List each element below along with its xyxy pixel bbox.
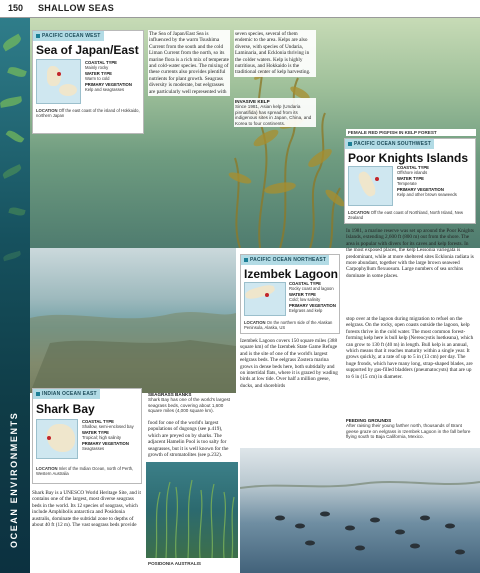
water-type-value: Warm to cold: [85, 76, 110, 81]
feeding-grounds-caption: [346, 418, 474, 440]
coastal-type-label: COASTAL TYPE: [85, 60, 117, 65]
location-marker-icon: [265, 293, 269, 297]
location-label: LOCATION: [36, 108, 58, 113]
location-label: LOCATION: [36, 466, 58, 471]
region-tag-label: PACIFIC OCEAN NORTHEAST: [250, 257, 327, 263]
location-marker-icon: [375, 177, 379, 181]
card-title: Izembek Lagoon: [244, 267, 339, 281]
coastal-type-label: COASTAL TYPE: [82, 419, 114, 424]
location-value: Off the east coast of the island of Hokkaido, northern Japan: [36, 108, 140, 118]
invasive-kelp-caption: [234, 98, 316, 127]
region-tag-label: INDIAN OCEAN EAST: [42, 391, 97, 397]
location-value: Inlet of the Indian Ocean, north of Perth, Western Australia: [36, 466, 134, 476]
vegetation-label: PRIMARY VEGETATION: [397, 187, 444, 192]
region-map: [36, 59, 81, 104]
water-type-label: WATER TYPE: [82, 430, 109, 435]
card-title: Shark Bay: [36, 402, 95, 416]
posidonia-photo: [146, 462, 238, 558]
region-map: [244, 282, 286, 316]
page-header: [0, 0, 480, 18]
square-icon: [36, 392, 40, 396]
coastal-type-value: Mainly rocky: [85, 65, 109, 70]
feeding-text: After raising their young farther north, thousands of Brant geese graze on eelgrass in Izembek Lagoon in the fall before flying south to Baja California, Mexico.: [346, 423, 471, 440]
card-title: Poor Knights Islands: [348, 151, 469, 165]
water-type-value: Tropical; high salinity: [82, 435, 121, 440]
section-title: SHALLOW SEAS: [38, 3, 115, 13]
location-text: [244, 320, 338, 330]
posidonia-caption: POSIDONIA AUSTRALIS: [148, 561, 202, 566]
location-marker-icon: [47, 436, 51, 440]
water-type-label: WATER TYPE: [289, 292, 316, 297]
feeding-label: FEEDING GROUNDS: [346, 418, 392, 423]
izembek-body-text-2: stop over at the lagoon during migration to refuel on the eelgrass. On the rocky, open coasts outside the lagoon, kelp forests thrive in the cold water. The most common forest-forming kelp here is bull kelp (Nereocystis luetkeana), which can grow to 130 ft (40 m) in length. Bull kelp is an annual, which means that it reaches maturity within a single year. It grows quickly, at a rate of up to 5 in (13 cm) per day. The huge fronds, which have many long, strap-shaped blades, are supported by gas-filled bladders (pneumatocysts) that are up to 6 in (15 cm) in diameter.: [346, 316, 474, 380]
location-text: [348, 210, 472, 220]
shark-bay-body-text-2: food for one of the world's largest populations of dugongs (see p.419), which are preyed on by sharks. The adjacent Hamelin Pool is too salty for seagrasses, but it is well known for the growth of stromatolites (see p.232).: [148, 420, 229, 459]
coastal-type-label: COASTAL TYPE: [397, 165, 429, 170]
card-poor-knights: [344, 138, 476, 224]
fact-list: [85, 60, 141, 93]
coastal-type-label: COASTAL TYPE: [289, 281, 321, 286]
region-tag: [241, 255, 329, 265]
vegetation-value: Kelp and other brown seaweeds: [397, 192, 457, 197]
region-map: [36, 419, 78, 459]
vegetation-value: Eelgrass and kelp: [289, 308, 323, 313]
card-title: Sea of Japan/East: [36, 43, 139, 57]
invasive-label: INVASIVE KELP: [235, 99, 270, 104]
seagrass-label: SEAGRASS BANKS: [148, 392, 192, 397]
region-tag: [33, 31, 104, 41]
coastal-type-value: Rocky coast and lagoon: [289, 286, 334, 291]
fact-list: [397, 165, 473, 198]
location-text: [36, 466, 140, 476]
region-tag-label: PACIFIC OCEAN WEST: [42, 33, 101, 39]
invasive-text: Since 1981, Asian kelp (Undaria pinnatifida) has spread from its indigenous sites in Japan, China, and Korea to four continents.: [235, 104, 312, 126]
shark-bay-body-text: Shark Bay is a UNESCO World Heritage Site, and it contains one of the largest, most diverse seagrass beds in the world. Its 12 species of seagrass, which include Amphibolis antarctica and Posidonia australis, dominate the subtidal zone to depths of about 40 ft (12 m). The vast seagrass beds provide: [32, 490, 141, 529]
brant-geese-photo: [240, 448, 480, 573]
vegetation-value: Kelp and seagrasses: [85, 87, 125, 92]
izembek-body-text: Izembek Lagoon covers 150 square miles (388 square km) of the Izembek State Game Refuge and is the site of one of the world's largest eelgrass beds. The eelgrass Zostera marina grows in dense beds here, both subtidally and on intertidal flats, where it is grazed by wading birds at low tide. Over half a million geese, ducks, and shorebirds: [240, 338, 338, 389]
page-number: 150: [8, 3, 24, 13]
spine-label: OCEAN ENVIRONMENTS: [9, 411, 19, 548]
card-sea-of-japan: [32, 30, 144, 134]
region-map: [348, 166, 393, 206]
water-type-label: WATER TYPE: [397, 176, 424, 181]
region-tag: [33, 389, 100, 399]
card-shark-bay: [32, 388, 142, 484]
card-izembek: [240, 254, 340, 334]
coastal-type-value: Shallow, semi-enclosed bay: [82, 424, 134, 429]
location-value: Off the east coast of Northland, North Island, New Zealand: [348, 210, 464, 220]
water-type-value: Cold; low salinity: [289, 297, 321, 302]
fact-list: [289, 281, 337, 314]
square-icon: [36, 34, 40, 38]
coastal-type-value: Offshore islands: [397, 170, 428, 175]
poor-knights-body-text: In 1981, a marine reserve was set up around the Poor Knights Islands, extending 2,600 ft (800 m) out from the shore. The area is popular with divers for its caves and kelp forests. In the most exposed places, the kelp Lessonia variegata is predominant, while at more sheltered sites Ecklonia radiata is more abundant, together with the large brown seaweed Carpophyllum flexuosum. Large numbers of sea urchins dominate in some places.: [346, 228, 474, 279]
water-type-value: Temperate: [397, 181, 417, 186]
location-label: LOCATION: [244, 320, 266, 325]
vegetation-value: Seagrasses: [82, 446, 105, 451]
location-label: LOCATION: [348, 210, 370, 215]
vegetation-label: PRIMARY VEGETATION: [289, 303, 336, 308]
fish-caption: FEMALE RED PIGFISH IN KELP FOREST: [346, 129, 476, 136]
square-icon: [244, 258, 248, 262]
vegetation-label: PRIMARY VEGETATION: [85, 82, 132, 87]
fact-list: [82, 419, 140, 452]
location-text: [36, 108, 140, 118]
seagrass-banks-caption: [148, 392, 234, 414]
japan-body-text-2: seven species, several of them endemic to the area. Kelps are also diverse, with species of Undaria, Laminaria, and Ecklonia thriving in the colder waters. Kelp is highly nutritious, and Hokkaido is the traditional center of kelp harvesting.: [234, 30, 316, 77]
square-icon: [348, 142, 352, 146]
vegetation-label: PRIMARY VEGETATION: [82, 441, 129, 446]
region-tag-label: PACIFIC OCEAN SOUTHWEST: [354, 141, 432, 147]
location-marker-icon: [57, 72, 61, 76]
location-value: On the northern side of the Alaskan Peninsula, Alaska, US: [244, 320, 333, 330]
shark-bay-aerial-photo: [30, 248, 236, 393]
water-type-label: WATER TYPE: [85, 71, 112, 76]
region-tag: [345, 139, 434, 149]
seagrass-text: Shark Bay has one of the world's largest seagrass beds, covering about 1,600 square miles (4,000 square km).: [148, 397, 231, 414]
japan-body-text: The Sea of Japan/East Sea is influenced by the warm Tsushima Current from the south and the cold Liman Current from the north, so its marine flora is a rich mix of temperate and cold-water species. The mixing of these currents also provides plentiful nutrients for plant growth. Seagrass diversity is moderate, but eelgrasses are particularly well represented with: [149, 31, 229, 95]
